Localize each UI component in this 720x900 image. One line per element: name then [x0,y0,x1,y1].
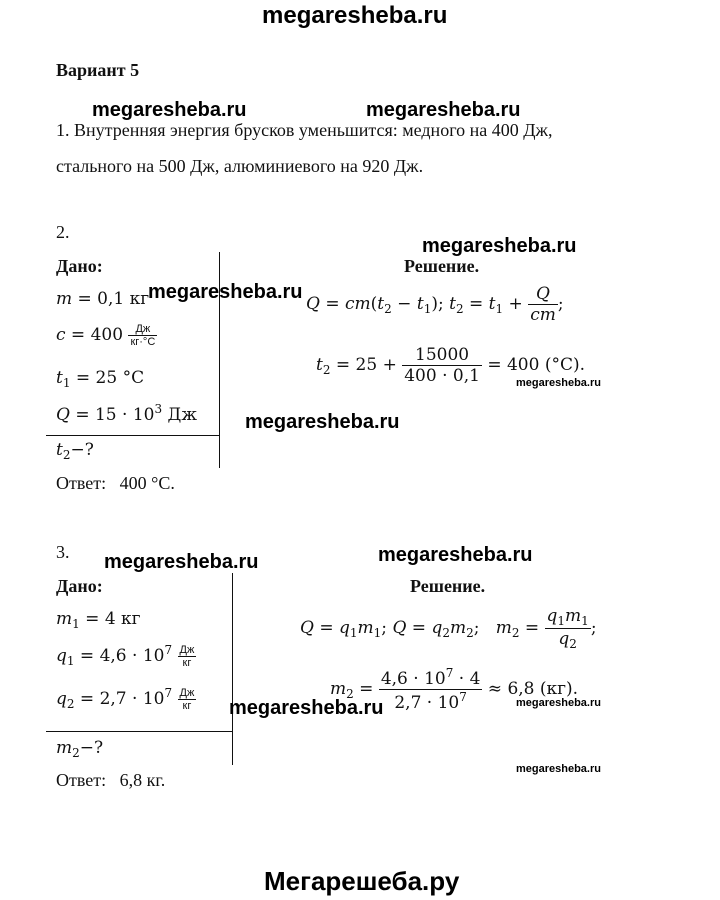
small-watermark: megaresheba.ru [516,697,601,709]
task2-given-m: m = 0,1 кг [56,289,150,309]
given-divider [232,573,233,765]
header-watermark: megaresheba.ru [262,2,448,29]
watermark: megaresheba.ru [366,99,521,121]
task2-solution-title: Решение. [404,256,480,276]
watermark: megaresheba.ru [378,544,533,566]
task3-find: $m_2-$? [56,738,104,760]
task2-calc: $t_2 = 25$ + $\frac{15000}{400 \cdot 0,1}$ = 400 (°С). [316,345,586,386]
task1-line2: стального на 500 Дж, алюминиевого на 920 Дж. [56,156,424,176]
task3-calc: $m_2$ = $\frac{4,6 \cdot 10^7 \cdot 4}{2,7 \cdot 10^7}$ ≈ 6,8 (кг). [330,666,579,713]
watermark: megaresheba.ru [229,697,384,719]
task2-frac-Q-cm: $\frac{Q}{cm}$ [530,284,556,325]
task3-frac-q1m1-q2: $\frac{q_1m_1}{q_2}$ [546,606,589,651]
footer-watermark: Мегарешеба.ру [264,866,460,896]
task2-find: $t_2-$? [56,440,94,462]
watermark: megaresheba.ru [104,551,259,573]
watermark: megaresheba.ru [92,99,247,121]
task2-number: 2. [56,222,70,242]
task3-given-q1: $q_1 = 4,6 \cdot 10^7$ $\frac{Дж}{кг}$ [56,643,195,669]
task3-given-title: Дано: [56,576,103,596]
task3-number: 3. [56,542,70,562]
task2-formula1: $Q = cm(t_2 - t_1)$; $t_2 = t_1$ + $\frac{Q}{cm}$ ; [306,284,564,325]
task2-given-Q: $Q = 15 \cdot 10^3$ Дж [56,402,197,425]
task2-given-t1: $t_1 = 25$ °С [56,368,145,390]
given-underline [46,435,220,436]
watermark: megaresheba.ru [148,281,303,303]
task3-solution-title: Решение. [410,576,486,596]
task1-line1: 1. Внутренняя энергия брусков уменьшится: медного на 400 Дж, [56,120,553,140]
task2-given-title: Дано: [56,256,103,276]
small-watermark: megaresheba.ru [516,763,601,775]
task2-calc-frac: $\frac{15000}{400 \cdot 0,1}$ [404,345,480,386]
watermark: megaresheba.ru [245,411,400,433]
task3-answer: Ответ: 6,8 кг. [56,770,166,790]
task3-q2-unit: $\frac{Дж}{кг}$ [179,687,195,712]
variant-title: Вариант 5 [56,60,140,80]
task2-c-unit: $\frac{Дж}{кг\cdot^\circ С}$ [130,323,156,348]
given-underline [46,731,233,732]
task3-formula1: $Q = q_1m_1$; $Q = q_2m_2$; $m_2$ = $\frac{q_1m_1}{q_2}$ ; [300,606,597,651]
watermark: megaresheba.ru [422,235,577,257]
small-watermark: megaresheba.ru [516,377,601,389]
task2-given-c: c = 400 $\frac{Дж}{кг\cdot^\circ С}$ [56,323,156,348]
task3-given-q2: $q_2 = 2,7 \cdot 10^7$ $\frac{Дж}{кг}$ [56,686,195,712]
task3-q1-unit: $\frac{Дж}{кг}$ [179,644,195,669]
task3-given-m1: $m_1 = 4$ кг [56,609,141,631]
task2-answer: Ответ: 400 °С. [56,473,175,493]
task3-calc-frac: $\frac{4,6 \cdot 10^7 \cdot 4}{2,7 \cdot 10^7}$ [380,666,481,713]
